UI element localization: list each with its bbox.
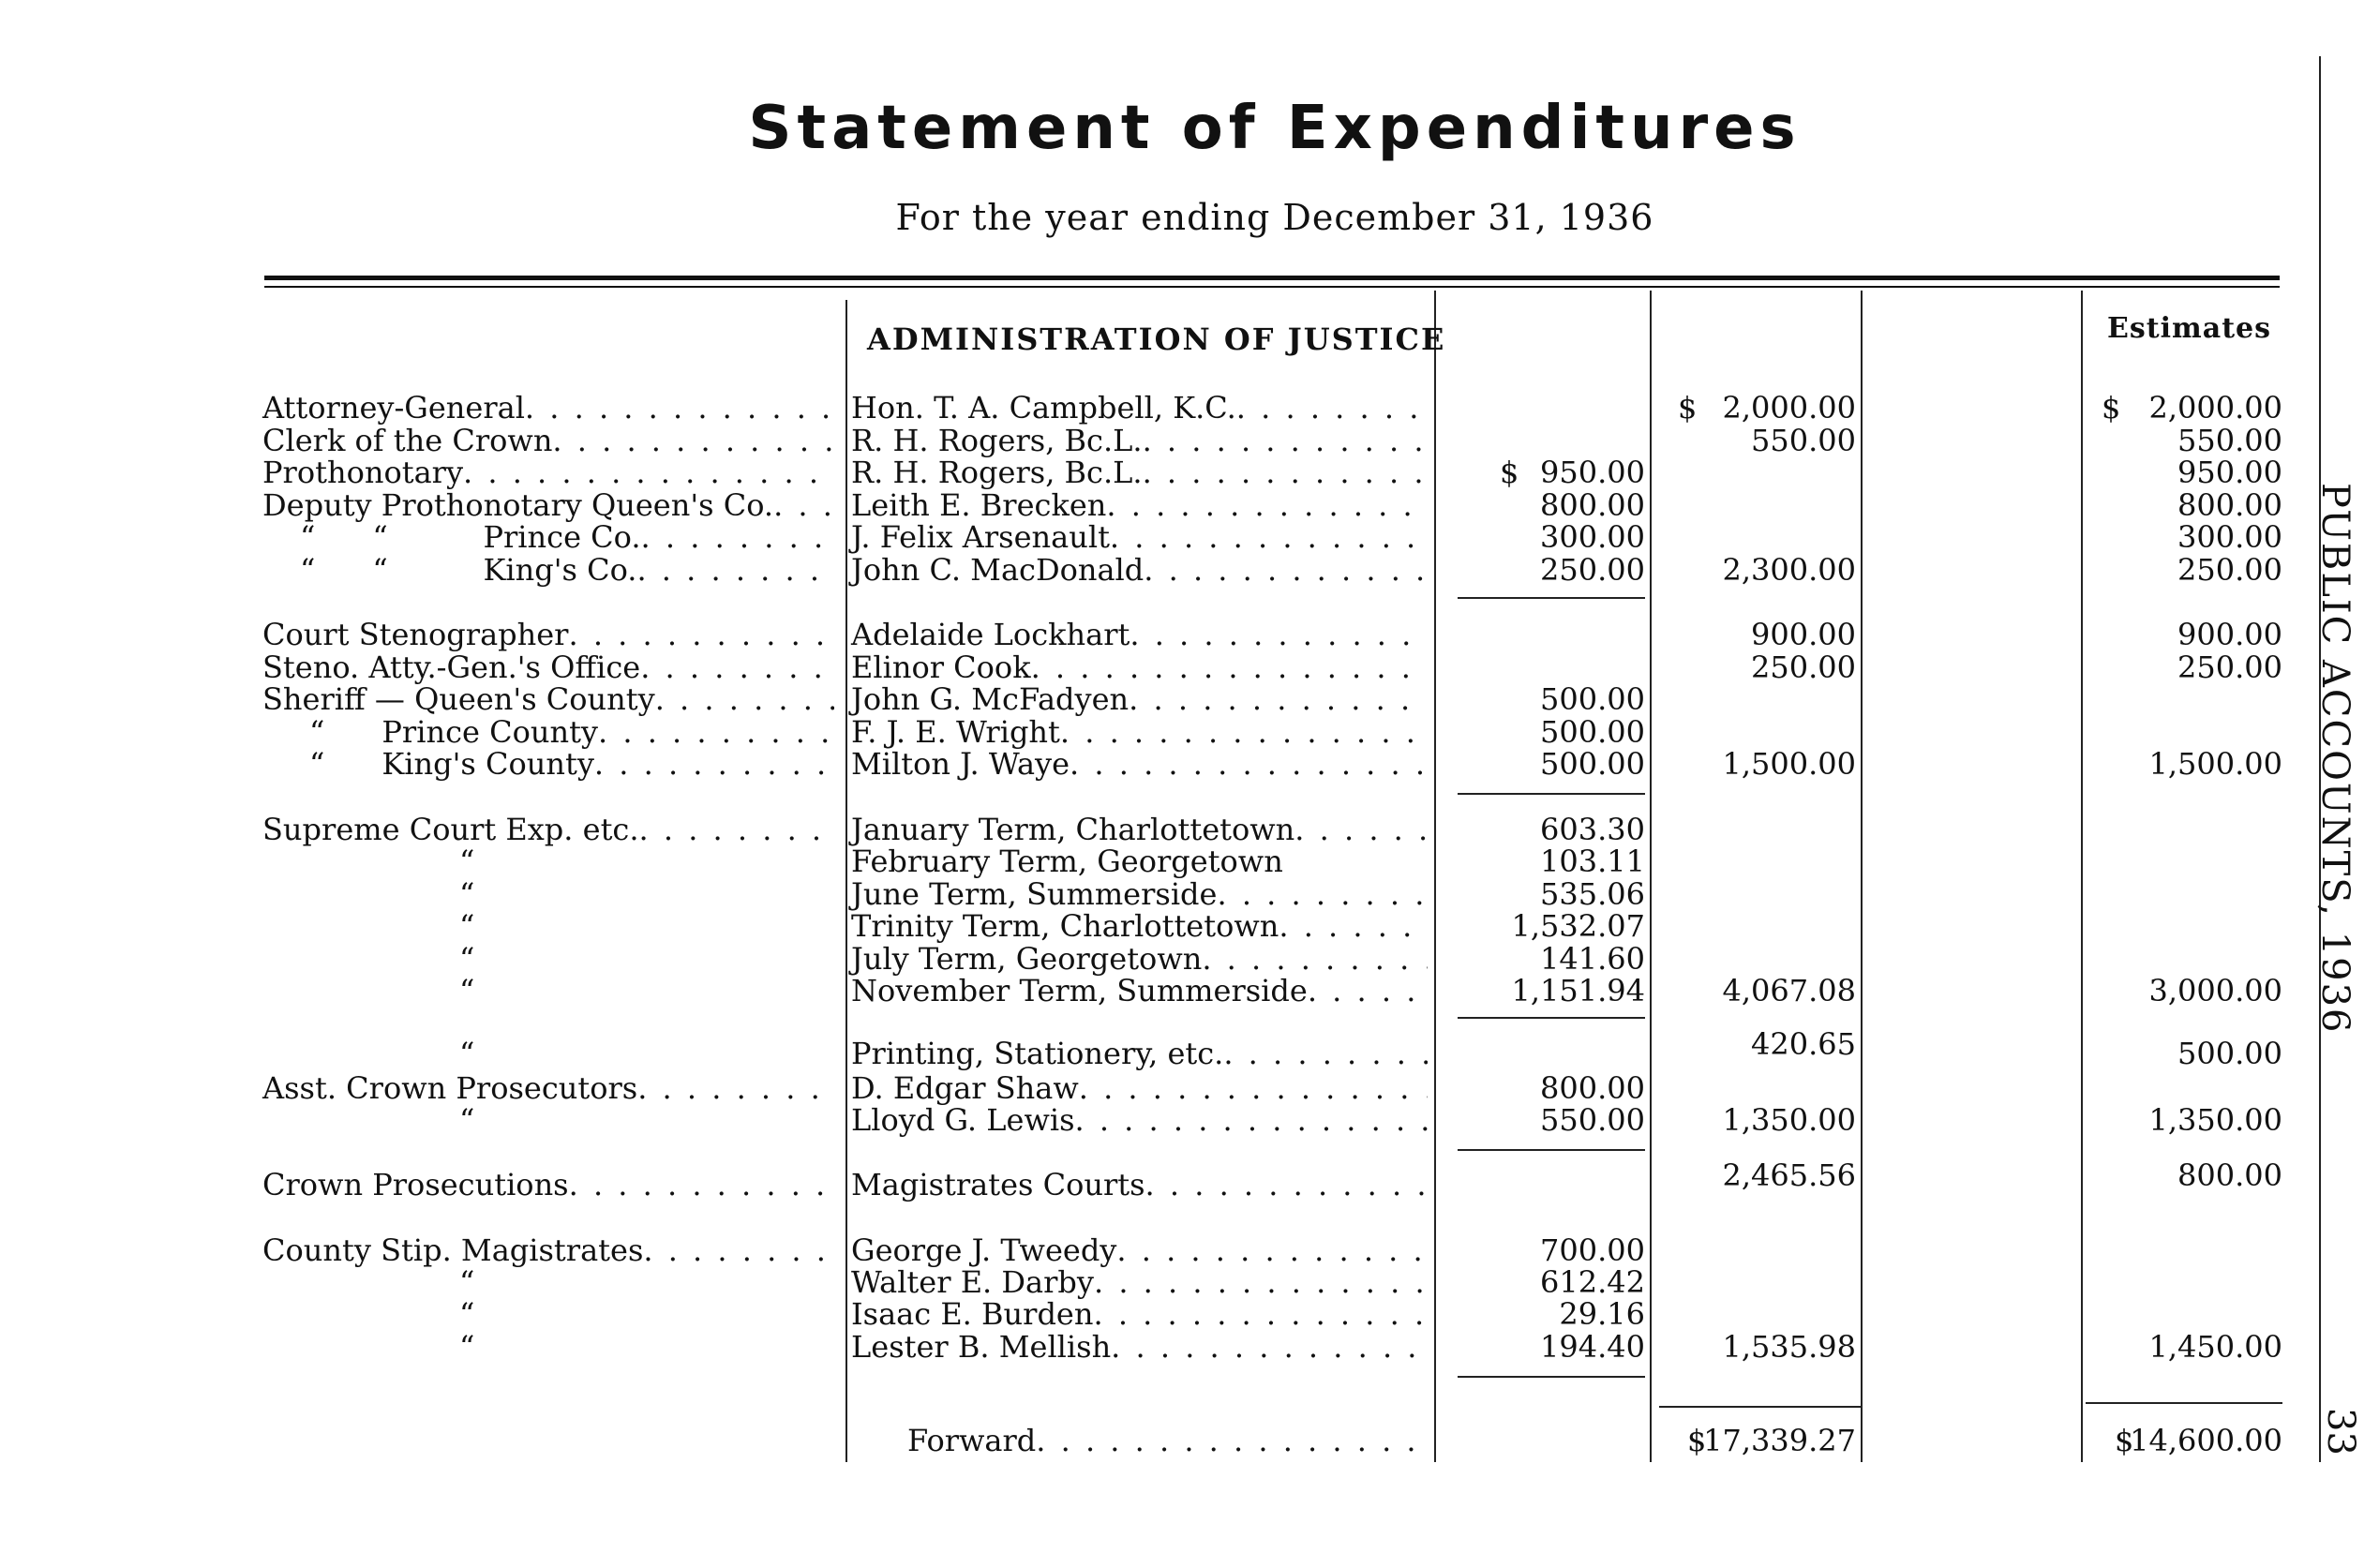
dot-leader <box>1070 748 1428 781</box>
estimate-value: 250.00 <box>2177 650 2282 685</box>
payee-name: John C. MacDonald <box>851 552 1145 588</box>
amount-value: 1,151.94 <box>1511 973 1645 1008</box>
ditto-mark: “ <box>459 844 475 879</box>
dot-leader <box>1036 1425 1428 1457</box>
dot-leader <box>1074 1104 1428 1137</box>
amount-value: 29.16 <box>1559 1296 1645 1332</box>
payee-name: Hon. T. A. Campbell, K.C. <box>851 390 1236 426</box>
total-value: 2,300.00 <box>1722 552 1856 588</box>
dot-leader <box>1129 683 1428 716</box>
table-row <box>0 910 2379 943</box>
total-value: 420.65 <box>1751 1026 1856 1062</box>
estimate-value: 800.00 <box>2177 1157 2282 1193</box>
table-row <box>0 943 2379 976</box>
ditto-mark: “ <box>459 876 475 912</box>
dot-leader <box>552 425 834 457</box>
payee-name: June Term, Summerside <box>851 876 1218 912</box>
payee-name: F. J. E. Wright <box>851 714 1060 750</box>
amount-value: 500.00 <box>1540 714 1645 750</box>
ditto-mark: “ <box>459 941 475 977</box>
payee-name: Lloyd G. Lewis <box>851 1102 1075 1138</box>
dot-leader <box>639 814 834 846</box>
amount-value: 500.00 <box>1540 746 1645 782</box>
table-row <box>0 878 2379 911</box>
ditto-mark: “ <box>459 1264 475 1300</box>
table-row <box>0 425 2379 457</box>
amount-value: 612.42 <box>1540 1264 1645 1300</box>
dot-leader <box>637 1072 834 1105</box>
payee-name: Printing, Stationery, etc. <box>851 1036 1224 1071</box>
dot-leader <box>1106 489 1428 522</box>
total-value: 250.00 <box>1751 650 1856 685</box>
dot-leader <box>1308 975 1428 1008</box>
office-label: “ “ Prince Co. <box>300 519 641 555</box>
estimate-value: 300.00 <box>2177 519 2282 555</box>
office-label: County Stip. Magistrates <box>262 1232 644 1268</box>
header-rule-thick <box>264 276 2280 280</box>
ditto-mark: “ <box>459 1296 475 1332</box>
estimates-heading: Estimates <box>2107 312 2272 345</box>
amount-value: 550.00 <box>1540 1102 1645 1138</box>
payee-name: Adelaide Lockhart <box>851 617 1130 652</box>
header-rule-thin <box>264 286 2280 288</box>
amount-value: 535.06 <box>1540 876 1645 912</box>
dot-leader <box>525 392 834 425</box>
amount-value: 800.00 <box>1540 487 1645 523</box>
table-row <box>0 456 2379 489</box>
office-label: Court Stenographer <box>262 617 569 652</box>
estimate-value: 1,350.00 <box>2148 1102 2282 1138</box>
subtotal-rule <box>1458 1017 1645 1019</box>
forward-estimate: 14,600.00 <box>2130 1423 2282 1458</box>
forward-row <box>0 1425 2379 1457</box>
dot-leader <box>1130 619 1428 651</box>
total-value: 1,535.98 <box>1722 1329 1856 1365</box>
amount-value: 950.00 <box>1540 455 1645 490</box>
estimate-value: 900.00 <box>2177 617 2282 652</box>
table-row <box>0 1104 2379 1137</box>
office-label: Deputy Prothonotary Queen's Co. <box>262 487 774 523</box>
total-value: 1,350.00 <box>1722 1102 1856 1138</box>
dot-leader <box>1144 554 1428 587</box>
total-value: 550.00 <box>1751 423 1856 458</box>
ditto-mark: “ <box>459 908 475 944</box>
dot-leader <box>568 619 834 651</box>
estimate-value: 500.00 <box>2177 1036 2282 1071</box>
payee-name: July Term, Georgetown <box>851 941 1203 977</box>
estimate-value: 550.00 <box>2177 423 2282 458</box>
table-row <box>0 521 2379 554</box>
dot-leader <box>640 651 834 684</box>
estimate-value: 3,000.00 <box>2148 973 2282 1008</box>
amount-value: 603.30 <box>1540 812 1645 847</box>
payee-name: Leith E. Brecken <box>851 487 1107 523</box>
dot-leader <box>1116 1234 1428 1267</box>
office-label: “ “ King's Co. <box>300 552 637 588</box>
page-title: Statement of Expenditures <box>748 94 1802 163</box>
estimate-value: 950.00 <box>2177 455 2282 490</box>
table-row <box>0 1072 2379 1105</box>
amount-value: 141.60 <box>1540 941 1645 977</box>
table-row <box>0 716 2379 749</box>
amount-value: 250.00 <box>1540 552 1645 588</box>
subtotal-rule <box>1458 793 1645 795</box>
payee-name: February Term, Georgetown <box>851 844 1283 879</box>
amount-value: 500.00 <box>1540 681 1645 717</box>
total-value: 2,465.56 <box>1722 1157 1856 1193</box>
dot-leader <box>1111 1331 1428 1364</box>
dot-leader <box>594 748 834 781</box>
amount-value: 103.11 <box>1540 844 1645 879</box>
dot-leader <box>1202 943 1428 976</box>
dot-leader <box>1223 1038 1428 1070</box>
dot-leader <box>1294 814 1428 846</box>
dot-leader <box>1236 392 1428 425</box>
dot-leader <box>1031 651 1428 684</box>
table-row <box>0 554 2379 587</box>
payee-name: George J. Tweedy <box>851 1232 1117 1268</box>
dot-leader <box>1060 716 1428 749</box>
amount-value: 1,532.07 <box>1511 908 1645 944</box>
dollar-sign: $ <box>1687 1423 1707 1458</box>
table-row <box>0 975 2379 1008</box>
subtotal-rule <box>1458 597 1645 599</box>
office-label: Clerk of the Crown <box>262 423 553 458</box>
ditto-mark: “ <box>459 1329 475 1365</box>
dot-leader <box>1079 1072 1428 1105</box>
dot-leader <box>463 456 834 489</box>
payee-name: Magistrates Courts <box>851 1167 1145 1202</box>
table-row <box>0 619 2379 651</box>
amount-value: 194.40 <box>1540 1329 1645 1365</box>
payee-name: Elinor Cook <box>851 650 1031 685</box>
office-label: “ King's County <box>309 746 594 782</box>
total-value: 900.00 <box>1751 617 1856 652</box>
page-number: 33 <box>2319 1408 2362 1456</box>
amount-value: 800.00 <box>1540 1070 1645 1106</box>
dot-leader <box>1143 425 1428 457</box>
amount-value: 700.00 <box>1540 1232 1645 1268</box>
dot-leader <box>773 489 834 522</box>
forward-total: 17,339.27 <box>1703 1423 1856 1458</box>
dot-leader <box>1145 1169 1428 1202</box>
office-label: Sheriff — Queen's County <box>262 681 655 717</box>
office-label: Crown Prosecutions <box>262 1167 569 1202</box>
forward-total-rule <box>1659 1406 1861 1408</box>
table-row <box>0 845 2379 878</box>
department-heading: ADMINISTRATION OF JUSTICE <box>867 321 1446 357</box>
dollar-sign: $ <box>1500 455 1519 490</box>
table-row <box>0 1234 2379 1267</box>
payee-name: R. H. Rogers, Bc.L. <box>851 455 1143 490</box>
table-row <box>0 489 2379 522</box>
estimate-value: 1,500.00 <box>2148 746 2282 782</box>
estimate-value: 800.00 <box>2177 487 2282 523</box>
table-row <box>0 1026 2379 1071</box>
table-row <box>0 1266 2379 1299</box>
dot-leader <box>1283 845 1428 878</box>
payee-name: J. Felix Arsenault <box>851 519 1110 555</box>
estimate-value: 250.00 <box>2177 552 2282 588</box>
forward-label: Forward <box>907 1423 1037 1458</box>
table-row <box>0 814 2379 846</box>
table-row <box>0 392 2379 425</box>
table-row <box>0 1331 2379 1364</box>
forward-estimate-rule <box>2086 1402 2282 1404</box>
running-header: PUBLIC ACCOUNTS, 1936 <box>2313 483 2357 1035</box>
payee-name: Walter E. Darby <box>851 1264 1094 1300</box>
payee-name: Milton J. Waye <box>851 746 1070 782</box>
dot-leader <box>569 1169 834 1202</box>
payee-name: D. Edgar Shaw <box>851 1070 1079 1106</box>
dollar-sign: $ <box>2102 390 2121 426</box>
dot-leader <box>1143 456 1428 489</box>
subtotal-rule <box>1458 1149 1645 1151</box>
table-row <box>0 683 2379 716</box>
estimate-value: 2,000.00 <box>2148 390 2282 426</box>
table-row <box>0 1157 2379 1202</box>
payee-name: R. H. Rogers, Bc.L. <box>851 423 1143 458</box>
subtotal-rule <box>1458 1376 1645 1378</box>
page-subtitle: For the year ending December 31, 1936 <box>895 197 1654 238</box>
dot-leader <box>598 716 834 749</box>
table-row <box>0 748 2379 781</box>
payee-name: Isaac E. Burden <box>851 1296 1094 1332</box>
office-label: “ Prince County <box>309 714 598 750</box>
table-row <box>0 651 2379 684</box>
amount-value: 300.00 <box>1540 519 1645 555</box>
ditto-mark: “ <box>459 1102 475 1138</box>
office-label: Asst. Crown Prosecutors <box>262 1070 638 1106</box>
total-value: 1,500.00 <box>1722 746 1856 782</box>
table-row <box>0 1298 2379 1331</box>
payee-name: Lester B. Mellish <box>851 1329 1112 1365</box>
estimate-value: 1,450.00 <box>2148 1329 2282 1365</box>
payee-name: January Term, Charlottetown <box>851 812 1295 847</box>
office-label: Attorney-General <box>262 390 525 426</box>
dot-leader <box>643 1234 834 1267</box>
ditto-mark: “ <box>459 973 475 1008</box>
total-value: 4,067.08 <box>1722 973 1856 1008</box>
dot-leader <box>1093 1298 1428 1331</box>
ditto-mark: “ <box>459 1036 475 1071</box>
office-label: Supreme Court Exp. etc. <box>262 812 639 847</box>
dot-leader <box>636 554 834 587</box>
office-label: Steno. Atty.-Gen.'s Office <box>262 650 641 685</box>
payee-name: Trinity Term, Charlottetown <box>851 908 1279 944</box>
dot-leader <box>1279 910 1428 943</box>
office-label: Prothonotary <box>262 455 464 490</box>
dot-leader <box>1217 878 1428 911</box>
payee-name: John G. McFadyen <box>851 681 1130 717</box>
dot-leader <box>655 683 834 716</box>
dot-leader <box>641 521 834 554</box>
payee-name: November Term, Summerside <box>851 973 1308 1008</box>
dollar-sign: $ <box>2115 1423 2134 1458</box>
total-value: 2,000.00 <box>1722 390 1856 426</box>
dollar-sign: $ <box>1678 390 1698 426</box>
dot-leader <box>1094 1266 1428 1299</box>
dot-leader <box>1110 521 1428 554</box>
